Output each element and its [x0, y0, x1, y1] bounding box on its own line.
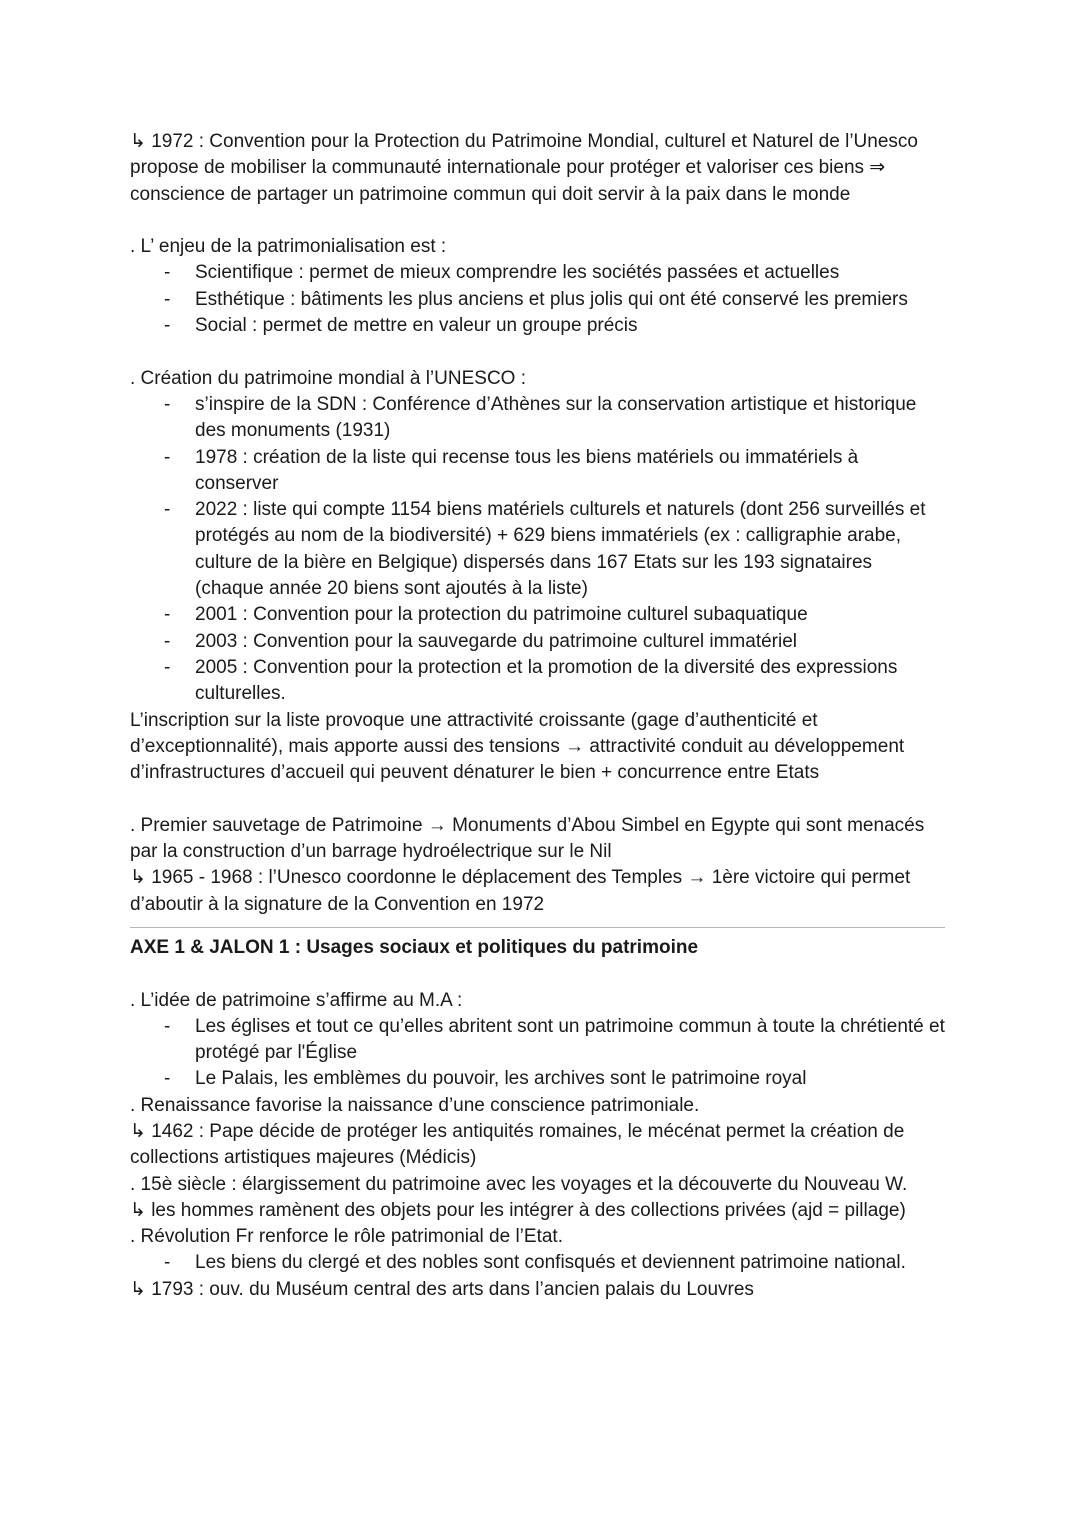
list-item: - 1978 : création de la liste qui recense tous les biens matériels ou immatériels à conserver: [130, 445, 945, 498]
section-heading: AXE 1 & JALON 1 : Usages sociaux et politiques du patrimoine: [130, 936, 699, 958]
list-item: - s’inspire de la SDN : Conférence d’Athènes sur la conservation artistique et historique des monuments (1931): [130, 392, 945, 445]
creation-intro: . Création du patrimoine mondial à l’UNESCO :: [130, 367, 527, 389]
list-item: - Social : permet de mettre en valeur un groupe précis: [130, 313, 945, 339]
ma-list: [130, 1014, 945, 1093]
siecle15-line: . 15è siècle : élargissement du patrimoine avec les voyages et la découverte du Nouveau W.: [130, 1173, 908, 1195]
list-item: - 2001 : Convention pour la protection du patrimoine culturel subaquatique: [130, 602, 945, 628]
list-item: - Esthétique : bâtiments les plus anciens et plus jolis qui ont été conservé les premiers: [130, 287, 945, 313]
unesco-1972-paragraph: ↳ 1972 : Convention pour la Protection du Patrimoine Mondial, culturel et Naturel de l’Unesco propose de mobiliser la communauté internationale pour protéger et valoriser ces biens ⇒ conscience de partager un patrimoine commun qui doit servir à la paix dans le monde: [130, 131, 918, 205]
inscription-paragraph: L’inscription sur la liste provoque une attractivité croissante (gage d’authenticité et d’exceptionnalité), mais apporte aussi des tensions → attractivité conduit au développement d’infrastructures d’accueil qui peuvent dénaturer le bien + concurrence entre Etats: [130, 709, 905, 784]
list-item: - Les biens du clergé et des nobles sont confisqués et deviennent patrimoine national.: [130, 1250, 945, 1276]
renaissance-line: . Renaissance favorise la naissance d’une conscience patrimoniale.: [130, 1094, 700, 1116]
revolution-line: . Révolution Fr renforce le rôle patrimonial de l’Etat.: [130, 1226, 563, 1248]
section-divider: [130, 927, 945, 928]
list-item: - 2022 : liste qui compte 1154 biens matériels culturels et naturels (dont 256 surveillés et protégés au nom de la biodiversité) + 629 biens immatériels (ex : calligraphie arabe, culture de la bière en Belgique) dispersés dans 167 Etats sur les 193 signataires (chaque année 20 biens sont ajoutés à la liste): [130, 497, 945, 602]
list-item: - Scientifique : permet de mieux comprendre les sociétés passées et actuelles: [130, 260, 945, 286]
museum-line: ↳ 1793 : ouv. du Muséum central des arts dans l’ancien palais du Louvres: [130, 1278, 754, 1300]
hommes-line: ↳ les hommes ramènent des objets pour les intégrer à des collections privées (ajd = pillage): [130, 1199, 906, 1221]
spacer: [130, 208, 945, 234]
sauvetage-paragraph: . Premier sauvetage de Patrimoine → Monuments d’Abou Simbel en Egypte qui sont menacés par la construction d’un barrage hydroélectrique sur le Nil: [130, 814, 925, 863]
enjeu-list: [130, 260, 945, 339]
sauvetage-dates: ↳ 1965 - 1968 : l’Unesco coordonne le déplacement des Temples → 1ère victoire qui permet d’aboutir à la signature de la Convention en 1972: [130, 867, 911, 915]
list-item: - 2003 : Convention pour la sauvegarde du patrimoine culturel immatériel: [130, 629, 945, 655]
list-item: - 2005 : Convention pour la protection et la promotion de la diversité des expressions culturelles.: [130, 655, 945, 708]
pape-line: ↳ 1462 : Pape décide de protéger les antiquités romaines, le mécénat permet la création de collections artistiques majeures (Médicis): [130, 1120, 905, 1169]
spacer: [130, 961, 945, 987]
revolution-list: [130, 1250, 945, 1276]
creation-list: [130, 392, 945, 708]
ma-intro: . L’idée de patrimoine s’affirme au M.A :: [130, 989, 463, 1011]
spacer: [130, 339, 945, 365]
list-item: - Les églises et tout ce qu’elles abritent sont un patrimoine commun à toute la chrétienté et protégé par l'Église: [130, 1014, 945, 1067]
spacer: [130, 786, 945, 812]
document-page: [130, 129, 945, 1303]
enjeu-intro: . L’ enjeu de la patrimonialisation est :: [130, 236, 447, 258]
list-item: - Le Palais, les emblèmes du pouvoir, les archives sont le patrimoine royal: [130, 1066, 945, 1092]
